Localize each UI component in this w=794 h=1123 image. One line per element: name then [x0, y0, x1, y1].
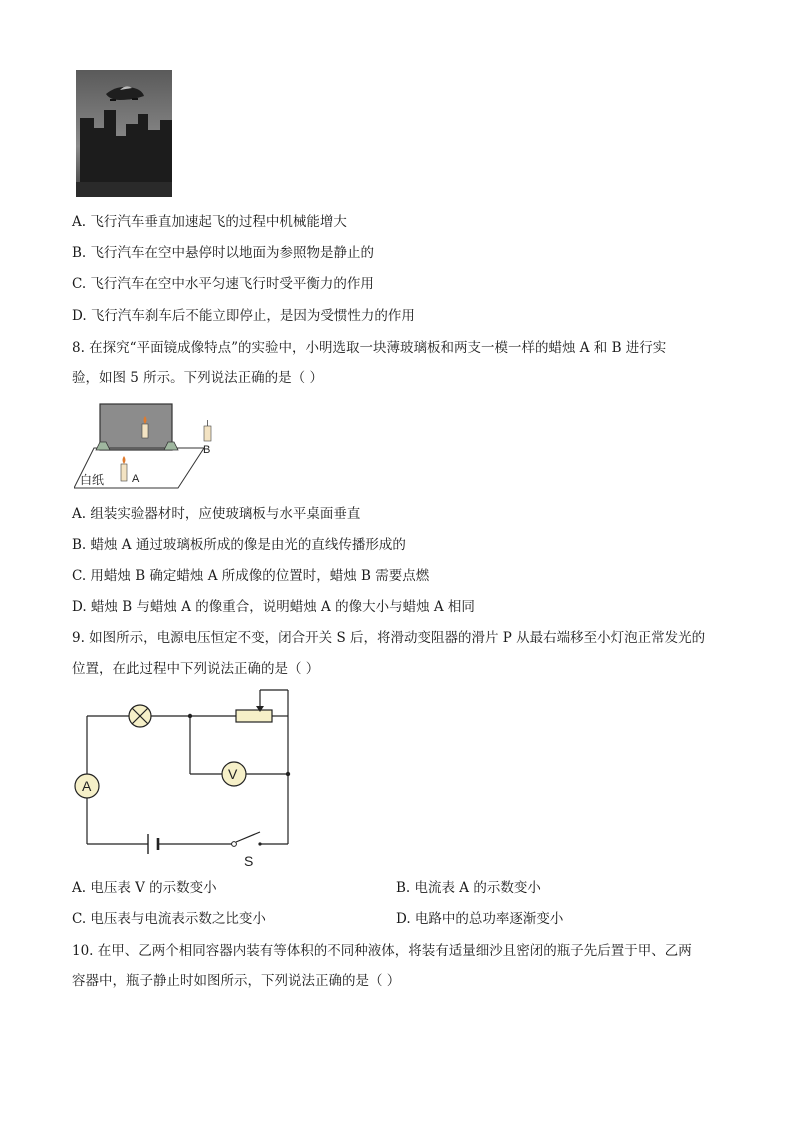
- q7-option-d: D. 飞行汽车刹车后不能立即停止，是因为受惯性力的作用: [72, 308, 415, 324]
- junction-dot: [286, 772, 290, 776]
- q8-option-a: A. 组装实验器材时，应使玻璃板与水平桌面垂直: [72, 506, 361, 522]
- candle-b-label: B: [203, 444, 211, 456]
- candle-a-label: A: [132, 473, 140, 485]
- plane-mirror-figure: [74, 400, 224, 492]
- q7-option-b: B. 飞行汽车在空中悬停时以地面为参照物是静止的: [72, 245, 375, 261]
- voltmeter-label: V: [228, 766, 238, 782]
- q9-stem-line2: 位置，在此过程中下列说法正确的是（ ）: [72, 661, 320, 677]
- q9-stem-line1: 9. 如图所示，电源电压恒定不变，闭合开关 S 后，将滑动变阻器的滑片 P 从最右端移至小灯泡正常发光的: [72, 630, 706, 646]
- q8-stem-line1: 8. 在探究“平面镜成像特点”的实验中，小明选取一块薄玻璃板和两支一模一样的蜡烛 A 和 B 进行实: [72, 340, 667, 356]
- battery-icon: [148, 834, 158, 854]
- q7-option-c: C. 飞行汽车在空中水平匀速飞行时受平衡力的作用: [72, 276, 374, 292]
- ammeter-label: A: [82, 778, 92, 794]
- q10-stem-line2: 容器中，瓶子静止时如图所示，下列说法正确的是（ ）: [72, 973, 401, 989]
- q8-option-d: D. 蜡烛 B 与蜡烛 A 的像重合，说明蜡烛 A 的像大小与蜡烛 A 相同: [72, 599, 475, 615]
- q7-option-a: A. 飞行汽车垂直加速起飞的过程中机械能增大: [72, 214, 347, 230]
- switch-icon: [232, 832, 262, 846]
- q8-option-c: C. 用蜡烛 B 确定蜡烛 A 所成像的位置时，蜡烛 B 需要点燃: [72, 568, 430, 584]
- rheostat-icon: [236, 706, 272, 722]
- q10-stem-line1: 10. 在甲、乙两个相同容器内装有等体积的不同种液体，将装有适量细沙且密闭的瓶子先后置于甲、乙两: [72, 943, 692, 959]
- q9-option-b: B. 电流表 A 的示数变小: [396, 880, 541, 896]
- q8-stem-line2: 验，如图 5 所示。下列说法正确的是（ ）: [72, 370, 323, 386]
- circuit-diagram: [72, 684, 302, 874]
- q9-option-d: D. 电路中的总功率逐渐变小: [396, 911, 564, 927]
- lamp-icon: [129, 705, 151, 727]
- q9-option-c: C. 电压表与电流表示数之比变小: [72, 911, 266, 927]
- flying-car-photo: [76, 70, 172, 197]
- candle-b: [204, 420, 211, 441]
- glass-plate: [100, 404, 172, 450]
- junction-dot: [188, 714, 192, 718]
- q9-option-a: A. 电压表 V 的示数变小: [72, 880, 217, 896]
- q8-option-b: B. 蜡烛 A 通过玻璃板所成的像是由光的直线传播形成的: [72, 537, 406, 553]
- white-paper-label: 白纸: [80, 473, 105, 487]
- switch-label: S: [244, 853, 254, 869]
